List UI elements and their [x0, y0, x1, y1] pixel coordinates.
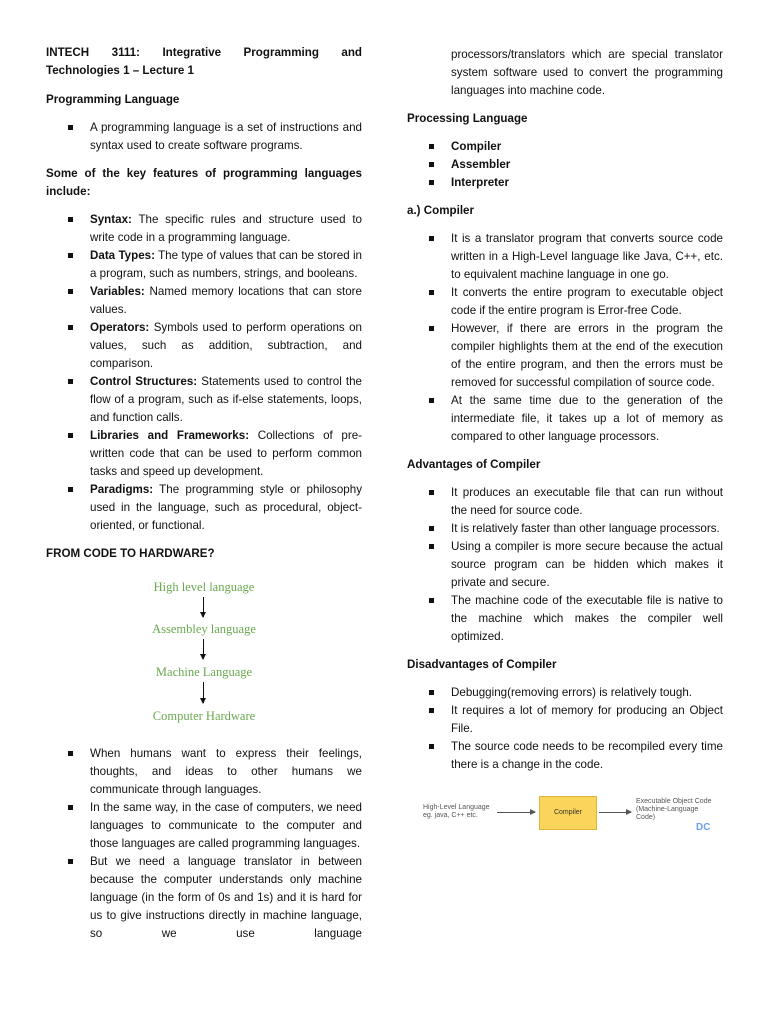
compiler-bullet: At the same time due to the generation of the intermediate file, it takes up a lot of memory as compared to other language processors.	[407, 392, 723, 446]
compiler-box: Compiler	[539, 796, 597, 830]
processor-compiler: Compiler	[407, 138, 723, 156]
feature-term: Syntax:	[90, 213, 132, 226]
hierarchy-level-machine: Machine Language	[155, 665, 253, 679]
right-column	[407, 46, 723, 844]
features-heading: Some of the key features of programming languages include:	[46, 167, 362, 198]
advantages-list	[407, 484, 723, 646]
compiler-list	[407, 230, 723, 446]
advantages-heading: Advantages of Compiler	[407, 458, 541, 471]
processor-assembler: Assembler	[407, 156, 723, 174]
human-bullet: When humans want to express their feelings, thoughts, and ideas to other humans we communicate through languages.	[46, 745, 362, 799]
advantage-item: It is relatively faster than other language processors.	[407, 520, 723, 538]
programming-language-heading: Programming Language	[46, 93, 180, 106]
hierarchy-level-hardware: Computer Hardware	[152, 709, 256, 723]
feature-term: Operators:	[90, 321, 150, 334]
disadvantages-heading: Disadvantages of Compiler	[407, 658, 557, 671]
continuation-text: processors/translators which are special translator system software used to convert the programming languages into machine code.	[451, 48, 723, 97]
feature-variables	[46, 283, 362, 319]
human-bullet: In the same way, in the case of computers, we need languages to communicate to the computer and those languages are called programming languages.	[46, 799, 362, 853]
document-title: INTECH 3111: Integrative Programming and Technologies 1 – Lecture 1	[46, 46, 362, 77]
human-language-list	[46, 745, 362, 943]
source-logo: DC	[696, 822, 711, 833]
feature-text: The programming style or philosophy used in the language, such as procedural, object-oriented, or functional.	[90, 483, 362, 532]
disadvantage-item: Debugging(removing errors) is relatively tough.	[407, 684, 723, 702]
feature-libraries	[46, 427, 362, 481]
human-bullet: But we need a language translator in between because the computer understands only machine language (in the form of 0s and 1s) and it is hard for us to give instructions directly in machine language, so we use language	[46, 853, 362, 943]
features-list	[46, 211, 362, 535]
advantage-item: The machine code of the executable file is native to the machine which makes the compiler well optimized.	[407, 592, 723, 646]
feature-text: Symbols used to perform operations on values, such as addition, subtraction, and comparison.	[90, 321, 362, 370]
definition-list	[46, 119, 362, 155]
hierarchy-level-assembly: Assembley language	[152, 622, 256, 636]
down-arrow-icon	[203, 639, 204, 659]
feature-control-structures	[46, 373, 362, 427]
hierarchy-level-high: High level language	[153, 580, 255, 594]
compiler-heading: a.) Compiler	[407, 204, 474, 217]
disadvantage-item: The source code needs to be recompiled every time there is a change in the code.	[407, 738, 723, 774]
feature-paradigms	[46, 481, 362, 535]
feature-text: The type of values that can be stored in a program, such as numbers, strings, and booleans.	[90, 249, 362, 280]
output-label-line: Executable Object Code	[636, 798, 712, 805]
compiler-bullet: It converts the entire program to executable object code if the entire program is Error-free Code.	[407, 284, 723, 320]
compiler-bullet: It is a translator program that converts source code written in a High-Level language like Java, C++, etc. to equivalent machine language in one go.	[407, 230, 723, 284]
disadvantages-list	[407, 684, 723, 774]
output-label-line: Code)	[636, 814, 656, 821]
feature-term: Variables:	[90, 285, 145, 298]
definition-item: A programming language is a set of instructions and syntax used to create software programs.	[46, 119, 362, 155]
feature-text: The specific rules and structure used to write code in a programming language.	[90, 213, 362, 244]
input-label-line: High-Level Language	[423, 804, 490, 811]
processors-list	[407, 138, 723, 192]
feature-text: Named memory locations that can store values.	[90, 285, 362, 316]
feature-term: Data Types:	[90, 249, 155, 262]
compiler-flow-diagram	[407, 784, 723, 844]
feature-syntax	[46, 211, 362, 247]
arrow-right-icon	[497, 812, 535, 813]
compiler-bullet: However, if there are errors in the program the compiler highlights them at the end of the execution of the entire program, and then the errors must be removed for successful compilation of source code.	[407, 320, 723, 392]
code-to-hardware-heading: FROM CODE TO HARDWARE?	[46, 547, 215, 560]
feature-text: Statements used to control the flow of a program, such as if-else statements, loops, and function calls.	[90, 375, 362, 424]
disadvantage-item: It requires a lot of memory for producing an Object File.	[407, 702, 723, 738]
output-label-line: (Machine-Language	[636, 806, 699, 813]
feature-term: Libraries and Frameworks:	[90, 429, 250, 442]
input-label	[423, 804, 490, 820]
advantage-item: It produces an executable file that can run without the need for source code.	[407, 484, 723, 520]
down-arrow-icon	[203, 682, 204, 703]
input-label-line: eg. java, C++ etc.	[423, 812, 478, 819]
processing-language-heading: Processing Language	[407, 112, 528, 125]
down-arrow-icon	[203, 597, 204, 617]
arrow-right-icon	[599, 812, 631, 813]
feature-text: Collections of pre-written code that can be used to perform common tasks and speed up development.	[90, 429, 363, 478]
advantage-item: Using a compiler is more secure because the actual source program can be hidden which makes it private and secure.	[407, 538, 723, 592]
left-column	[46, 44, 362, 943]
processor-interpreter: Interpreter	[407, 174, 723, 192]
feature-term: Paradigms:	[90, 483, 154, 496]
feature-term: Control Structures:	[90, 375, 198, 388]
feature-operators	[46, 319, 362, 373]
feature-data-types	[46, 247, 362, 283]
language-hierarchy-diagram	[46, 575, 362, 735]
